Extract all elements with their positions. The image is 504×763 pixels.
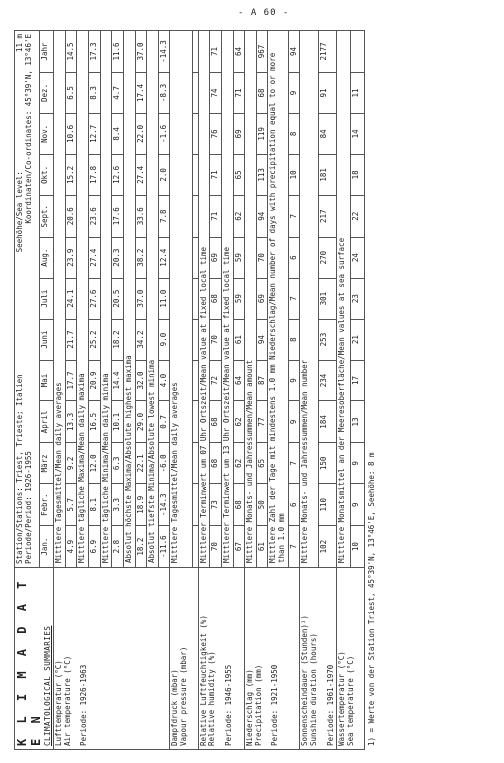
value-cell: 8.4 [112,113,124,154]
value-cell: 27.6 [89,278,101,319]
value-cell: 270 [318,237,336,278]
value-cell: 7 [288,526,300,568]
value-cell: 14.5 [65,31,77,73]
value-cell: 68 [210,443,222,484]
value-cell: 29.0 [135,401,147,443]
value-cell: 87 [256,360,268,401]
table-subtitle: CLIMATOLOGICAL SUMMARIES [42,625,52,746]
month-header: Jan. [39,526,53,568]
value-cell: 62 [233,443,245,484]
value-cell: 21.7 [65,319,77,360]
value-cell: 2177 [318,31,336,73]
value-cell: 20.9 [89,360,101,401]
caption-row [170,31,192,750]
value-cell: 25.2 [89,319,101,360]
value-cell: 70 [210,526,222,568]
value-cell: 7 [288,278,300,319]
value-cell: -6.0 [158,443,170,484]
value-cell: 62 [233,401,245,443]
caption-row [300,31,318,750]
section-label-cell [300,568,337,750]
value-cell: 9 [288,360,300,401]
page-number: - A 60 - [238,8,290,18]
row-caption: Mittlere Monats- und Jahressummen/Mean number [300,31,318,568]
section-name-en: Sunshine duration (hours) [308,633,318,746]
row-caption: Mittlere Monatsmittel an der Meeresoberfläche/Mean values at sea surface [337,31,351,568]
value-cell: 70 [210,319,222,360]
value-cell: 37.0 [135,31,147,73]
value-cell: 24.1 [65,278,77,319]
row-caption: Mittlere tägliche Minima/Mean daily minima [100,31,112,568]
value-cell: 23 [351,278,365,319]
station-label: Station/Stations: Triest, Trieste; Italien [15,374,24,565]
value-cell: -11.6 [158,526,170,568]
value-cell: 8.1 [89,484,101,526]
value-cell: 23.9 [65,237,77,278]
value-cell: 102 [318,526,336,568]
value-cell: 150 [318,443,336,484]
value-cell: 65 [233,154,245,195]
value-cell: 184 [318,401,336,443]
value-cell: 68 [210,401,222,443]
value-cell: 22.0 [135,113,147,154]
rotated-table-frame [14,30,490,750]
value-cell: 76 [210,113,222,154]
value-cell: 74 [210,72,222,113]
value-cell: 71 [210,195,222,237]
value-cell: 2.8 [112,526,124,568]
value-cell: 11 [351,72,365,113]
value-cell: -1.6 [158,113,170,154]
sea-level-label: Seehöhe/Sea level: [15,171,24,253]
value-cell: 68 [233,484,245,526]
value-cell: 5.7 [65,484,77,526]
row-caption: Mittlere Zahl der Tage mit mindestens 1.0 mm Niederschlag/Mean number of days with precipitation equal to or more than 1.0 mm [268,31,288,568]
value-cell: 234 [318,360,336,401]
value-cell: 3.3 [112,484,124,526]
value-cell: 10.6 [65,113,77,154]
value-cell: 34.2 [135,319,147,360]
value-cell: 17.3 [89,31,101,73]
value-cell: 4.7 [112,72,124,113]
value-cell: 59 [233,278,245,319]
section-name-de: Wassertemperatur (°C) [337,651,347,746]
value-cell: 94 [288,31,300,73]
section-name-de: Lufttemperatur (°C) [54,660,64,746]
value-cell: 6.5 [65,72,77,113]
month-header: Nov. [39,113,53,154]
section-name-en: Precipitation (mm) [253,664,263,746]
value-cell: 967 [256,31,268,73]
value-cell: 253 [318,319,336,360]
row-caption: Mittlerer Terminwert um 13 Uhr Ortszeit/Mean value at fixed local time [221,31,233,568]
month-header: März [39,443,53,484]
value-cell: 94 [256,195,268,237]
title-cell [15,568,54,750]
value-cell: 61 [256,526,268,568]
value-cell: 6.3 [112,443,124,484]
value-cell: 12.4 [158,237,170,278]
value-cell: 21 [351,319,365,360]
value-cell: 9.2 [65,443,77,484]
value-cell: 9 [288,401,300,443]
value-cell: 70 [256,237,268,278]
section-period: Periode: 1961-1970 [325,664,335,746]
value-cell: 91 [318,72,336,113]
section-label-cell [54,568,170,750]
month-header: Juni [39,319,53,360]
value-cell [351,31,365,73]
value-cell: 181 [318,154,336,195]
sea-level-value: 11 [15,43,24,53]
value-cell: 77 [256,401,268,443]
section-name-de: Sonnenscheindauer (Stunden)¹) [300,615,310,746]
value-cell: 10.1 [112,401,124,443]
section-name-de: Niederschlag (mm) [245,669,255,746]
value-cell: 22.1 [135,443,147,484]
value-cell: 32.0 [135,360,147,401]
value-cell: 113 [256,154,268,195]
value-cell: 9.0 [158,319,170,360]
value-cell: 6 [288,237,300,278]
value-cell: 2.0 [158,154,170,195]
value-cell: 20.5 [112,278,124,319]
month-header: Okt. [39,154,53,195]
value-cell: 9 [351,443,365,484]
station-info-cell [15,31,40,568]
value-cell: 62 [233,195,245,237]
value-cell: 7 [288,443,300,484]
value-cell: 22 [351,195,365,237]
section-period: Periode: 1946-1955 [223,664,233,746]
caption-row [198,31,210,750]
section-name-de: Relative Luftfeuchtigkeit (%) [198,615,208,746]
value-cell: 64 [233,31,245,73]
caption-row [337,31,351,750]
value-cell: 65 [256,443,268,484]
section-name-en: Vapour pressure (mbar) [179,646,189,746]
value-cell: 33.6 [135,195,147,237]
value-cell: 72 [210,360,222,401]
value-cell: 0.7 [158,401,170,443]
value-cell: 18.2 [135,526,147,568]
section-name-en: Sea temperature (°C) [345,655,355,746]
table-title: K L I M A D A T E N [15,577,43,746]
value-cell: 7 [288,195,300,237]
value-cell: 17 [351,360,365,401]
climate-table [14,30,365,750]
value-cell: 12.6 [112,154,124,195]
value-cell: 17.4 [135,72,147,113]
climate-table-container [14,30,490,750]
value-cell: 69 [210,237,222,278]
value-cell: 27.4 [89,237,101,278]
value-cell: 20.6 [65,195,77,237]
caption-row [245,31,257,750]
value-cell: 15.2 [65,154,77,195]
month-header: Febr. [39,484,53,526]
value-cell: 67 [233,526,245,568]
value-cell: 27.4 [135,154,147,195]
value-cell: 12.0 [89,443,101,484]
value-cell: 10 [351,526,365,568]
value-cell: 8 [288,319,300,360]
value-cell: 71 [210,154,222,195]
value-cell: 10 [288,154,300,195]
value-cell: 64 [233,360,245,401]
value-cell: 14 [351,113,365,154]
value-cell: 69 [256,278,268,319]
value-cell: 17.7 [65,360,77,401]
section-period: Periode: 1926-1963 [79,664,89,746]
value-cell: 8 [288,113,300,154]
value-cell: 11.6 [112,31,124,73]
value-cell: 301 [318,278,336,319]
value-cell: 71 [210,31,222,73]
row-caption: Mittlere Tagesmittel/Mean daily averages [54,31,66,568]
header-row-1 [15,31,40,750]
section-name-en: Air temperature (°C) [62,655,72,746]
value-cell: 13 [351,401,365,443]
coordinates-label: Koordinaten/Co-ordinates: 45°39'N, 13°46'E [23,34,33,224]
month-header: Mai [39,360,53,401]
value-cell: 9 [288,72,300,113]
value-cell: 18 [351,154,365,195]
value-cell: 11.0 [158,278,170,319]
section-label-cell [245,568,300,750]
value-cell: 61 [233,319,245,360]
month-header: Jahr [39,31,53,73]
value-cell: -8.3 [158,72,170,113]
value-cell: 119 [256,113,268,154]
row-caption: Mittlere Monats- und Jahressummen/Mean amount [245,31,257,568]
value-cell: 23.6 [89,195,101,237]
value-cell: 13.3 [65,401,77,443]
value-cell: 9 [351,484,365,526]
value-cell: 73 [210,484,222,526]
value-cell: -14.3 [158,31,170,73]
value-cell: 20.3 [112,237,124,278]
section-period: Periode: 1921-1950 [270,664,280,746]
value-cell: 94 [256,319,268,360]
month-header: Dez. [39,72,53,113]
value-cell: 17.8 [89,154,101,195]
month-header: Juli [39,278,53,319]
value-cell: 4.9 [65,526,77,568]
footnote: 1) = Werte von der Station Triest, 45°39'N, 13°46'E, Seehöhe: 8 m [367,452,377,746]
value-cell: 110 [318,484,336,526]
value-cell: 59 [233,237,245,278]
value-cell: 4.0 [158,360,170,401]
value-cell: 16.5 [89,401,101,443]
value-cell: 68 [256,72,268,113]
value-cell: 84 [318,113,336,154]
value-cell: 38.2 [135,237,147,278]
sea-level-unit: m [15,34,24,39]
value-cell: 50 [256,484,268,526]
period-label: Periode/Period: 1926-1955 [23,451,33,565]
value-cell: 6 [288,484,300,526]
value-cell: 8.3 [89,72,101,113]
section-label-cell [337,568,365,750]
row-caption: Mittlere tägliche Maxima/Mean daily maxima [77,31,89,568]
value-cell: 6.9 [89,526,101,568]
value-cell: 12.7 [89,113,101,154]
row-caption: Mittlere Tagesmittel/Mean daily averages [170,31,192,568]
section-name-de: Dampfdruck (mbar) [170,669,180,746]
value-cell: 37.0 [135,278,147,319]
row-caption: Absolut tiefste Minima/Absolute lowest minima [147,31,159,568]
value-cell: 24 [351,237,365,278]
value-cell: 71 [233,72,245,113]
value-cell: 68 [210,278,222,319]
value-cell: 7.8 [158,195,170,237]
caption-row [54,31,66,750]
month-header: Sept. [39,195,53,237]
value-cell: 69 [233,113,245,154]
row-caption: Absolut höchste Maxima/Absolute highest maxima [123,31,135,568]
section-label-cell [198,568,245,750]
month-header: April [39,401,53,443]
value-cell: 18.2 [112,319,124,360]
value-cell: -14.3 [158,484,170,526]
value-cell: 17.6 [112,195,124,237]
month-header: Aug. [39,237,53,278]
section-name-en: Relative humidity (%) [207,651,217,746]
section-label-cell [170,568,198,750]
value-cell: 217 [318,195,336,237]
value-cell: 18.9 [135,484,147,526]
value-cell: 14.4 [112,360,124,401]
row-caption: Mittlerer Terminwert um 07 Uhr Ortszeit/Mean value at fixed local time [198,31,210,568]
